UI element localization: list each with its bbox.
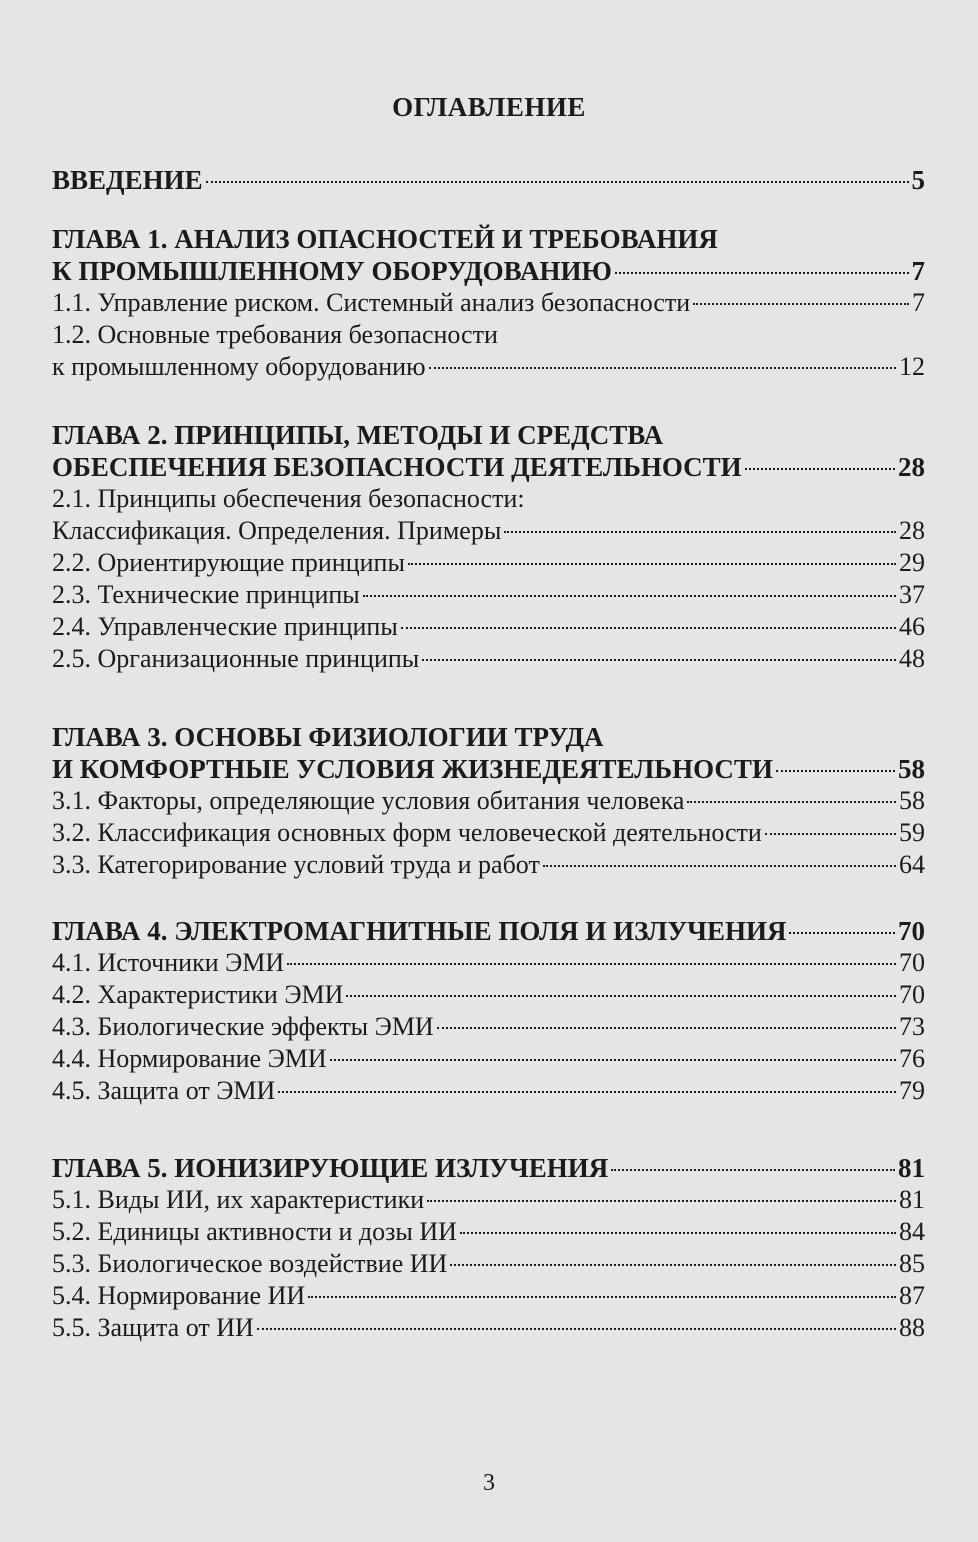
entry-page: 29 — [899, 548, 925, 577]
toc-chapter-3 — [52, 721, 925, 881]
entry-label: 4.4. Нормирование ЭМИ — [52, 1044, 327, 1073]
entry-label: 1.1. Управление риском. Системный анализ безопасности — [52, 288, 691, 317]
dot-leader — [330, 1059, 896, 1061]
dot-leader — [308, 1296, 896, 1298]
toc-intro — [52, 164, 925, 196]
page-number: 3 — [483, 1470, 495, 1496]
dot-leader — [278, 1091, 896, 1093]
toc-entry — [52, 611, 925, 643]
dot-leader — [615, 272, 909, 274]
entry-label: к промышленному оборудованию — [52, 352, 426, 381]
toc-entry — [52, 1075, 925, 1107]
entry-page: 84 — [899, 1217, 925, 1246]
dot-leader — [422, 659, 896, 661]
toc-entry — [52, 849, 925, 881]
dot-leader — [687, 801, 896, 803]
entry-label: 5.5. Защита от ИИ — [52, 1313, 254, 1342]
dot-leader — [346, 995, 896, 997]
toc-entry — [52, 255, 925, 287]
dot-leader — [257, 1328, 896, 1330]
toc-entry — [52, 515, 925, 547]
entry-page: 48 — [899, 644, 925, 673]
entry-page: 81 — [898, 1153, 925, 1183]
dot-leader — [543, 865, 896, 867]
dot-leader — [427, 1200, 896, 1202]
toc-entry — [52, 1184, 925, 1216]
entry-page: 46 — [899, 612, 925, 641]
toc-entry — [52, 979, 925, 1011]
dot-leader — [408, 563, 896, 565]
entry-page: 73 — [899, 1012, 925, 1041]
toc-entry — [52, 1280, 925, 1312]
toc-entry — [52, 817, 925, 849]
toc-chapter-5 — [52, 1152, 925, 1344]
toc-chapter-2 — [52, 419, 925, 675]
dot-leader — [745, 468, 895, 470]
entry-label: 4.2. Характеристики ЭМИ — [52, 980, 344, 1009]
entry-label: 2.5. Организационные принципы — [52, 644, 420, 673]
dot-leader — [287, 963, 896, 965]
entry-page: 88 — [899, 1313, 925, 1342]
dot-leader — [765, 833, 896, 835]
entry-label: Классификация. Определения. Примеры — [52, 516, 502, 545]
entry-page: 28 — [898, 452, 925, 482]
dot-leader — [206, 181, 909, 183]
entry-label: И КОМФОРТНЫЕ УСЛОВИЯ ЖИЗНЕДЕЯТЕЛЬНОСТИ — [52, 754, 773, 784]
dot-leader — [504, 531, 896, 533]
dot-leader — [429, 367, 897, 369]
dot-leader — [789, 932, 895, 934]
toc-entry — [52, 947, 925, 979]
dot-leader — [776, 770, 895, 772]
toc-entry — [52, 785, 925, 817]
entry-page: 7 — [912, 288, 925, 317]
entry-label: 4.3. Биологические эффекты ЭМИ — [52, 1012, 434, 1041]
dot-leader — [611, 1169, 895, 1171]
entry-label: 5.1. Виды ИИ, их характеристики — [52, 1185, 425, 1214]
entry-label: 3.3. Категорирование условий труда и работ — [52, 850, 540, 879]
entry-page: 7 — [911, 256, 925, 286]
entry-label: 2.4. Управленческие принципы — [52, 612, 398, 641]
entry-page: 70 — [899, 980, 925, 1009]
entry-label: 3.1. Факторы, определяющие условия обитания человека — [52, 786, 685, 815]
chapter-title-line: ГЛАВА 1. АНАЛИЗ ОПАСНОСТЕЙ И ТРЕБОВАНИЯ — [52, 224, 718, 254]
entry-label: 2.2. Ориентирующие принципы — [52, 548, 405, 577]
toc-entry — [52, 164, 925, 196]
entry-page: 12 — [899, 352, 925, 381]
toc-entry — [52, 1043, 925, 1075]
entry-page: 87 — [899, 1281, 925, 1310]
entry-page: 79 — [899, 1076, 925, 1105]
entry-label: 2.3. Технические принципы — [52, 580, 360, 609]
toc-entry — [52, 451, 925, 483]
entry-label: ГЛАВА 5. ИОНИЗИРУЮЩИЕ ИЗЛУЧЕНИЯ — [52, 1153, 609, 1183]
toc-entry — [52, 547, 925, 579]
toc-entry — [52, 1152, 925, 1184]
entry-label: 3.2. Классификация основных форм человеческой деятельности — [52, 818, 762, 847]
toc-entry — [52, 643, 925, 675]
entry-page: 59 — [899, 818, 925, 847]
entry-label: ОБЕСПЕЧЕНИЯ БЕЗОПАСНОСТИ ДЕЯТЕЛЬНОСТИ — [52, 452, 742, 482]
entry-label-line: 2.1. Принципы обеспечения безопасности: — [52, 484, 525, 513]
entry-label: ВВЕДЕНИЕ — [52, 165, 203, 195]
dot-leader — [450, 1264, 896, 1266]
dot-leader — [401, 627, 896, 629]
entry-label: К ПРОМЫШЛЕННОМУ ОБОРУДОВАНИЮ — [52, 256, 612, 286]
entry-page: 81 — [899, 1185, 925, 1214]
entry-page: 64 — [899, 850, 925, 879]
toc-entry — [52, 1248, 925, 1280]
entry-page: 37 — [899, 580, 925, 609]
toc-entry — [52, 579, 925, 611]
toc-chapter-4 — [52, 915, 925, 1107]
entry-page: 76 — [899, 1044, 925, 1073]
entry-page: 70 — [899, 948, 925, 977]
entry-label: 5.4. Нормирование ИИ — [52, 1281, 306, 1310]
toc-entry — [52, 1011, 925, 1043]
entry-label-line: 1.2. Основные требования безопасности — [52, 320, 498, 349]
entry-page: 58 — [899, 786, 925, 815]
entry-label: 5.3. Биологическое воздействие ИИ — [52, 1249, 448, 1278]
dot-leader — [693, 303, 909, 305]
chapter-title-line: ГЛАВА 3. ОСНОВЫ ФИЗИОЛОГИИ ТРУДА — [52, 722, 604, 752]
toc-entry — [52, 1216, 925, 1248]
entry-label: 4.5. Защита от ЭМИ — [52, 1076, 276, 1105]
toc-entry — [52, 351, 925, 383]
entry-page: 58 — [898, 754, 925, 784]
toc-entry — [52, 287, 925, 319]
toc-chapter-1 — [52, 223, 925, 383]
chapter-title-line: ГЛАВА 2. ПРИНЦИПЫ, МЕТОДЫ И СРЕДСТВА — [52, 420, 664, 450]
entry-label: 5.2. Единицы активности и дозы ИИ — [52, 1217, 457, 1246]
toc-entry — [52, 915, 925, 947]
entry-page: 28 — [899, 516, 925, 545]
toc-entry — [52, 753, 925, 785]
toc-entry — [52, 1312, 925, 1344]
entry-label: 4.1. Источники ЭМИ — [52, 948, 285, 977]
entry-label: ГЛАВА 4. ЭЛЕКТРОМАГНИТНЫЕ ПОЛЯ И ИЗЛУЧЕНИЯ — [52, 916, 787, 946]
page-title: ОГЛАВЛЕНИЕ — [392, 92, 586, 122]
entry-page: 5 — [911, 165, 925, 195]
dot-leader — [437, 1027, 896, 1029]
dot-leader — [460, 1232, 896, 1234]
entry-page: 85 — [899, 1249, 925, 1278]
dot-leader — [363, 595, 896, 597]
entry-page: 70 — [898, 916, 925, 946]
